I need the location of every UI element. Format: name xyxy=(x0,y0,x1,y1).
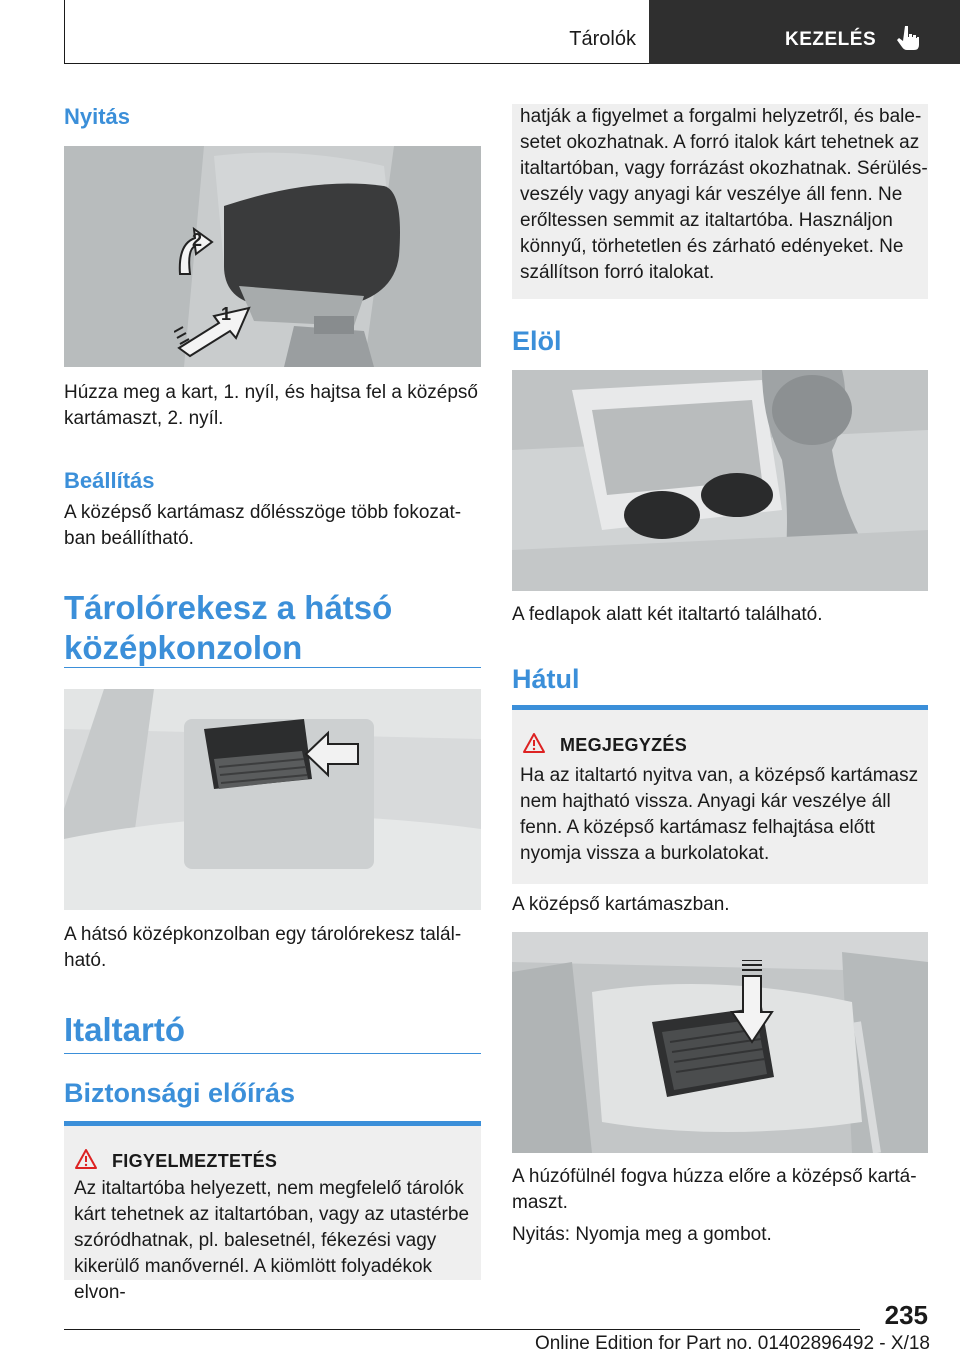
notice-text: Ha az italtartó nyitva van, a középső kartámasz nem hajtható vissza. Anyagi kár veszélye áll fenn. A középső kartámasz felhajtása előtt nyomja vissza a burkolatokat. xyxy=(520,765,919,864)
header-divider-left xyxy=(64,0,65,64)
footer-divider xyxy=(64,1329,860,1330)
callout-number-2: 2 xyxy=(192,230,203,250)
heading-hatul: Hátul xyxy=(512,664,580,694)
footer-edition: Online Edition for Part no. 01402896492 - X/18 xyxy=(534,1333,930,1354)
warning-box-bar xyxy=(64,1121,481,1126)
rear-armrest-cupholder-image xyxy=(512,932,928,1153)
header-section-title: Tárolók xyxy=(569,28,636,50)
heading-biztonsagi: Biztonsági előírás xyxy=(64,1078,296,1108)
pointing-hand-icon xyxy=(896,24,920,52)
paragraph-huzofulnel: A húzófülnél fogva húzza előre a középső kartámaszt. xyxy=(512,1166,917,1213)
arrow-pointer-icon xyxy=(302,729,362,779)
header-chapter-label: KEZELÉS xyxy=(785,29,877,50)
callout-number-1: 1 xyxy=(221,304,232,324)
section-rule xyxy=(64,667,481,668)
paragraph-nyitas-gomb: Nyitás: Nyomja meg a gombot. xyxy=(512,1224,772,1245)
warning-title: FIGYELMEZTETÉS xyxy=(112,1151,278,1171)
warning-triangle-icon xyxy=(74,1148,98,1170)
warning-box xyxy=(64,1121,481,1303)
notice-box xyxy=(512,705,928,884)
rear-console-storage-image xyxy=(64,689,481,910)
arrow-down-icon xyxy=(730,960,774,1044)
paragraph-kartamasz: A középső kartámaszban. xyxy=(512,894,730,915)
heading-elol: Elöl xyxy=(512,326,562,356)
paragraph-nyitas: Húzza meg a kart, 1. nyíl, és hajtsa fel a középső kartámaszt, 2. nyíl. xyxy=(64,382,478,429)
front-cupholder-image xyxy=(512,370,928,591)
heading-beallitas: Beállítás xyxy=(64,468,155,493)
warning-box-continued xyxy=(512,104,928,299)
paragraph-beallitas: A középső kartámasz dőlésszöge több fokozatban beállítható. xyxy=(64,502,462,549)
paragraph-elol: A fedlapok alatt két italtartó található. xyxy=(512,604,823,625)
notice-triangle-icon xyxy=(522,732,546,754)
paragraph-tarolorekesz: A hátsó középkonzolban egy tárolórekesz található. xyxy=(64,924,462,971)
warning-text-continued: hatják a figyelmet a forgalmi helyzetről, és balesetet okozhatnak. A forró italok kárt tehetnek az italtartóban, vagy forrázást okozhatnak. Sérülésveszély vagy anyagi kár veszélye áll fenn. Ne erőltessen semmit az italtartóba. Használjon könnyű, törhetetlen és zárható edényeket. Ne szállítson forró italokat. xyxy=(520,106,928,283)
page-number: 235 xyxy=(884,1300,928,1330)
notice-title: MEGJEGYZÉS xyxy=(560,735,688,755)
warning-text: Az italtartóba helyezett, nem megfelelő tárolók kárt tehetnek az italtartóban, vagy az utastérbe szóródhatnak, pl. balesetnél, fékezési vagy kikerülő manővernél. A kiömlött folyadékok elvon- xyxy=(74,1178,470,1303)
notice-box-bar xyxy=(512,705,928,710)
armrest-opening-image xyxy=(64,146,481,367)
header-divider-bottom xyxy=(64,63,649,64)
heading-tarolorekesz: Tárolórekesz a hátsó középkonzolon xyxy=(64,589,393,666)
heading-italtarto: Italtartó xyxy=(64,1011,186,1048)
heading-nyitas: Nyitás xyxy=(64,104,131,129)
arrow-straight-icon xyxy=(174,298,254,358)
section-rule-italtarto xyxy=(64,1053,481,1054)
